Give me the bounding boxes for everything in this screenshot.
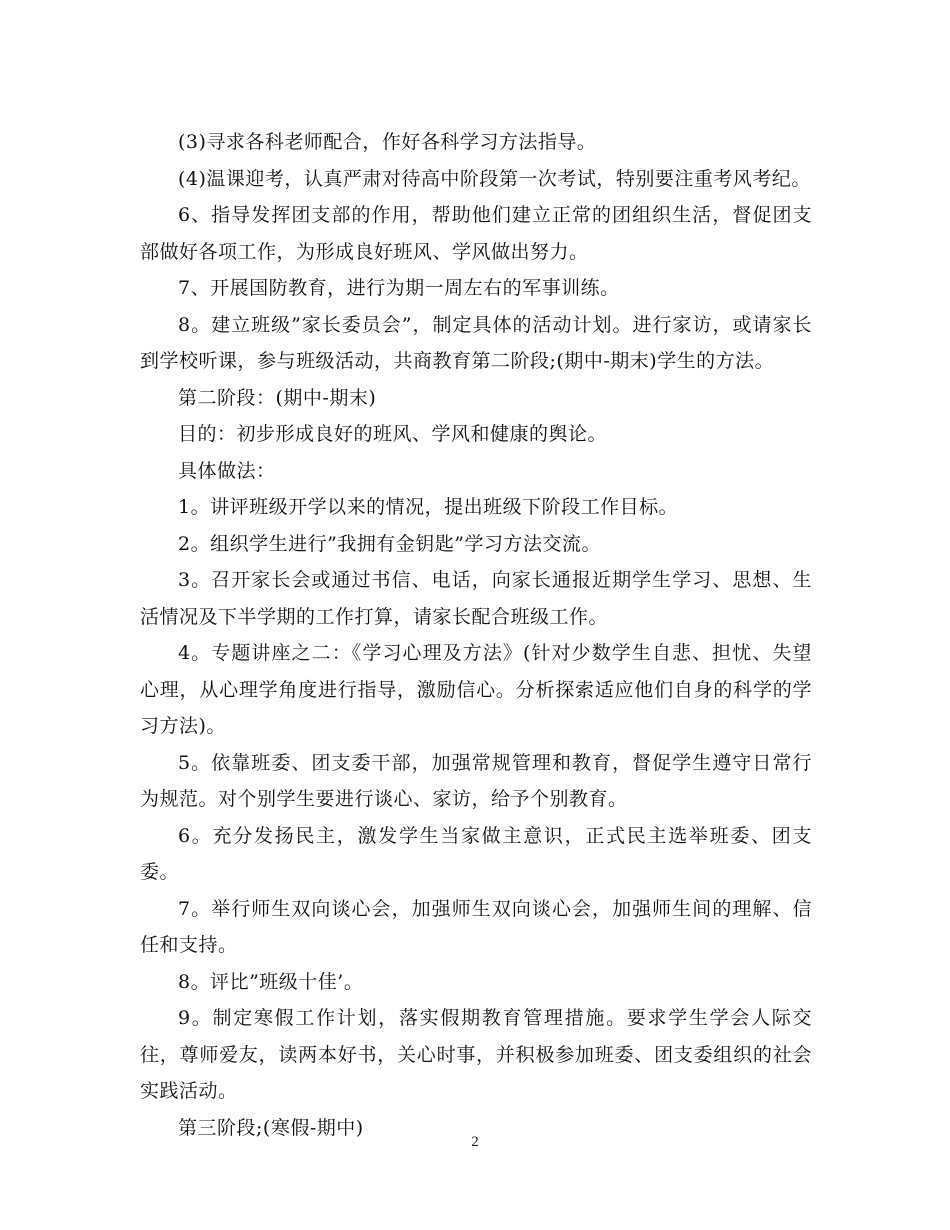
list-item: 7。举行师生双向谈心会，加强师生双向谈心会，加强师生间的理解、信任和支持。 [140, 897, 812, 956]
paragraph: 具体做法： [178, 459, 276, 482]
page-number: 2 [471, 1134, 479, 1150]
list-item: 9。制定寒假工作计划，落实假期教育管理措施。要求学生学会人际交往，尊师爱友，读两本好书，关心时事，并积极参加班委、团支委组织的社会实践活动。 [140, 1007, 812, 1102]
list-item: 4。专题讲座之二：《学习心理及方法》(针对少数学生自悲、担忧、失望心理，从心理学角度进行指导，激励信心。分析探索适应他们自身的科学的学习方法)。 [140, 642, 812, 737]
paragraph: (3)寻求各科老师配合，作好各科学习方法指导。 [178, 131, 597, 153]
paragraph: 8。建立班级”家长委员会”，制定具体的活动计划。进行家访，或请家长到学校听课，参与班级活动，共商教育第二阶段;(期中-期末)学生的方法。 [140, 313, 812, 372]
paragraph: 目的：初步形成良好的班风、学风和健康的舆论。 [178, 423, 608, 445]
section-heading: 第三阶段;(寒假-期中) [178, 1116, 364, 1139]
section-heading: 第二阶段：(期中-期末) [178, 386, 377, 409]
document-body [140, 124, 812, 1146]
list-item: 3。召开家长会或通过书信、电话，向家长通报近期学生学习、思想、生活情况及下半学期的工作打算，请家长配合班级工作。 [140, 569, 812, 628]
paragraph: 6、指导发挥团支部的作用，帮助他们建立正常的团组织生活，督促团支部做好各项工作，为形成良好班风、学风做出努力。 [140, 204, 812, 263]
list-item: 5。依靠班委、团支委干部，加强常规管理和教育，督促学生遵守日常行为规范。对个别学生要进行谈心、家访，给予个别教育。 [140, 751, 812, 810]
paragraph: (4)温课迎考，认真严肃对待高中阶段第一次考试，特别要注重考风考纪。 [178, 167, 811, 190]
list-item: 1。讲评班级开学以来的情况，提出班级下阶段工作目标。 [178, 496, 679, 518]
paragraph: 7、开展国防教育，进行为期一周左右的军事训练。 [178, 277, 620, 299]
list-item: 2。组织学生进行”我拥有金钥匙”学习方法交流。 [178, 532, 602, 555]
list-item: 6。充分发扬民主，激发学生当家做主意识，正式民主选举班委、团支委。 [140, 824, 812, 883]
list-item: 8。评比”班级十佳’。 [178, 970, 364, 993]
